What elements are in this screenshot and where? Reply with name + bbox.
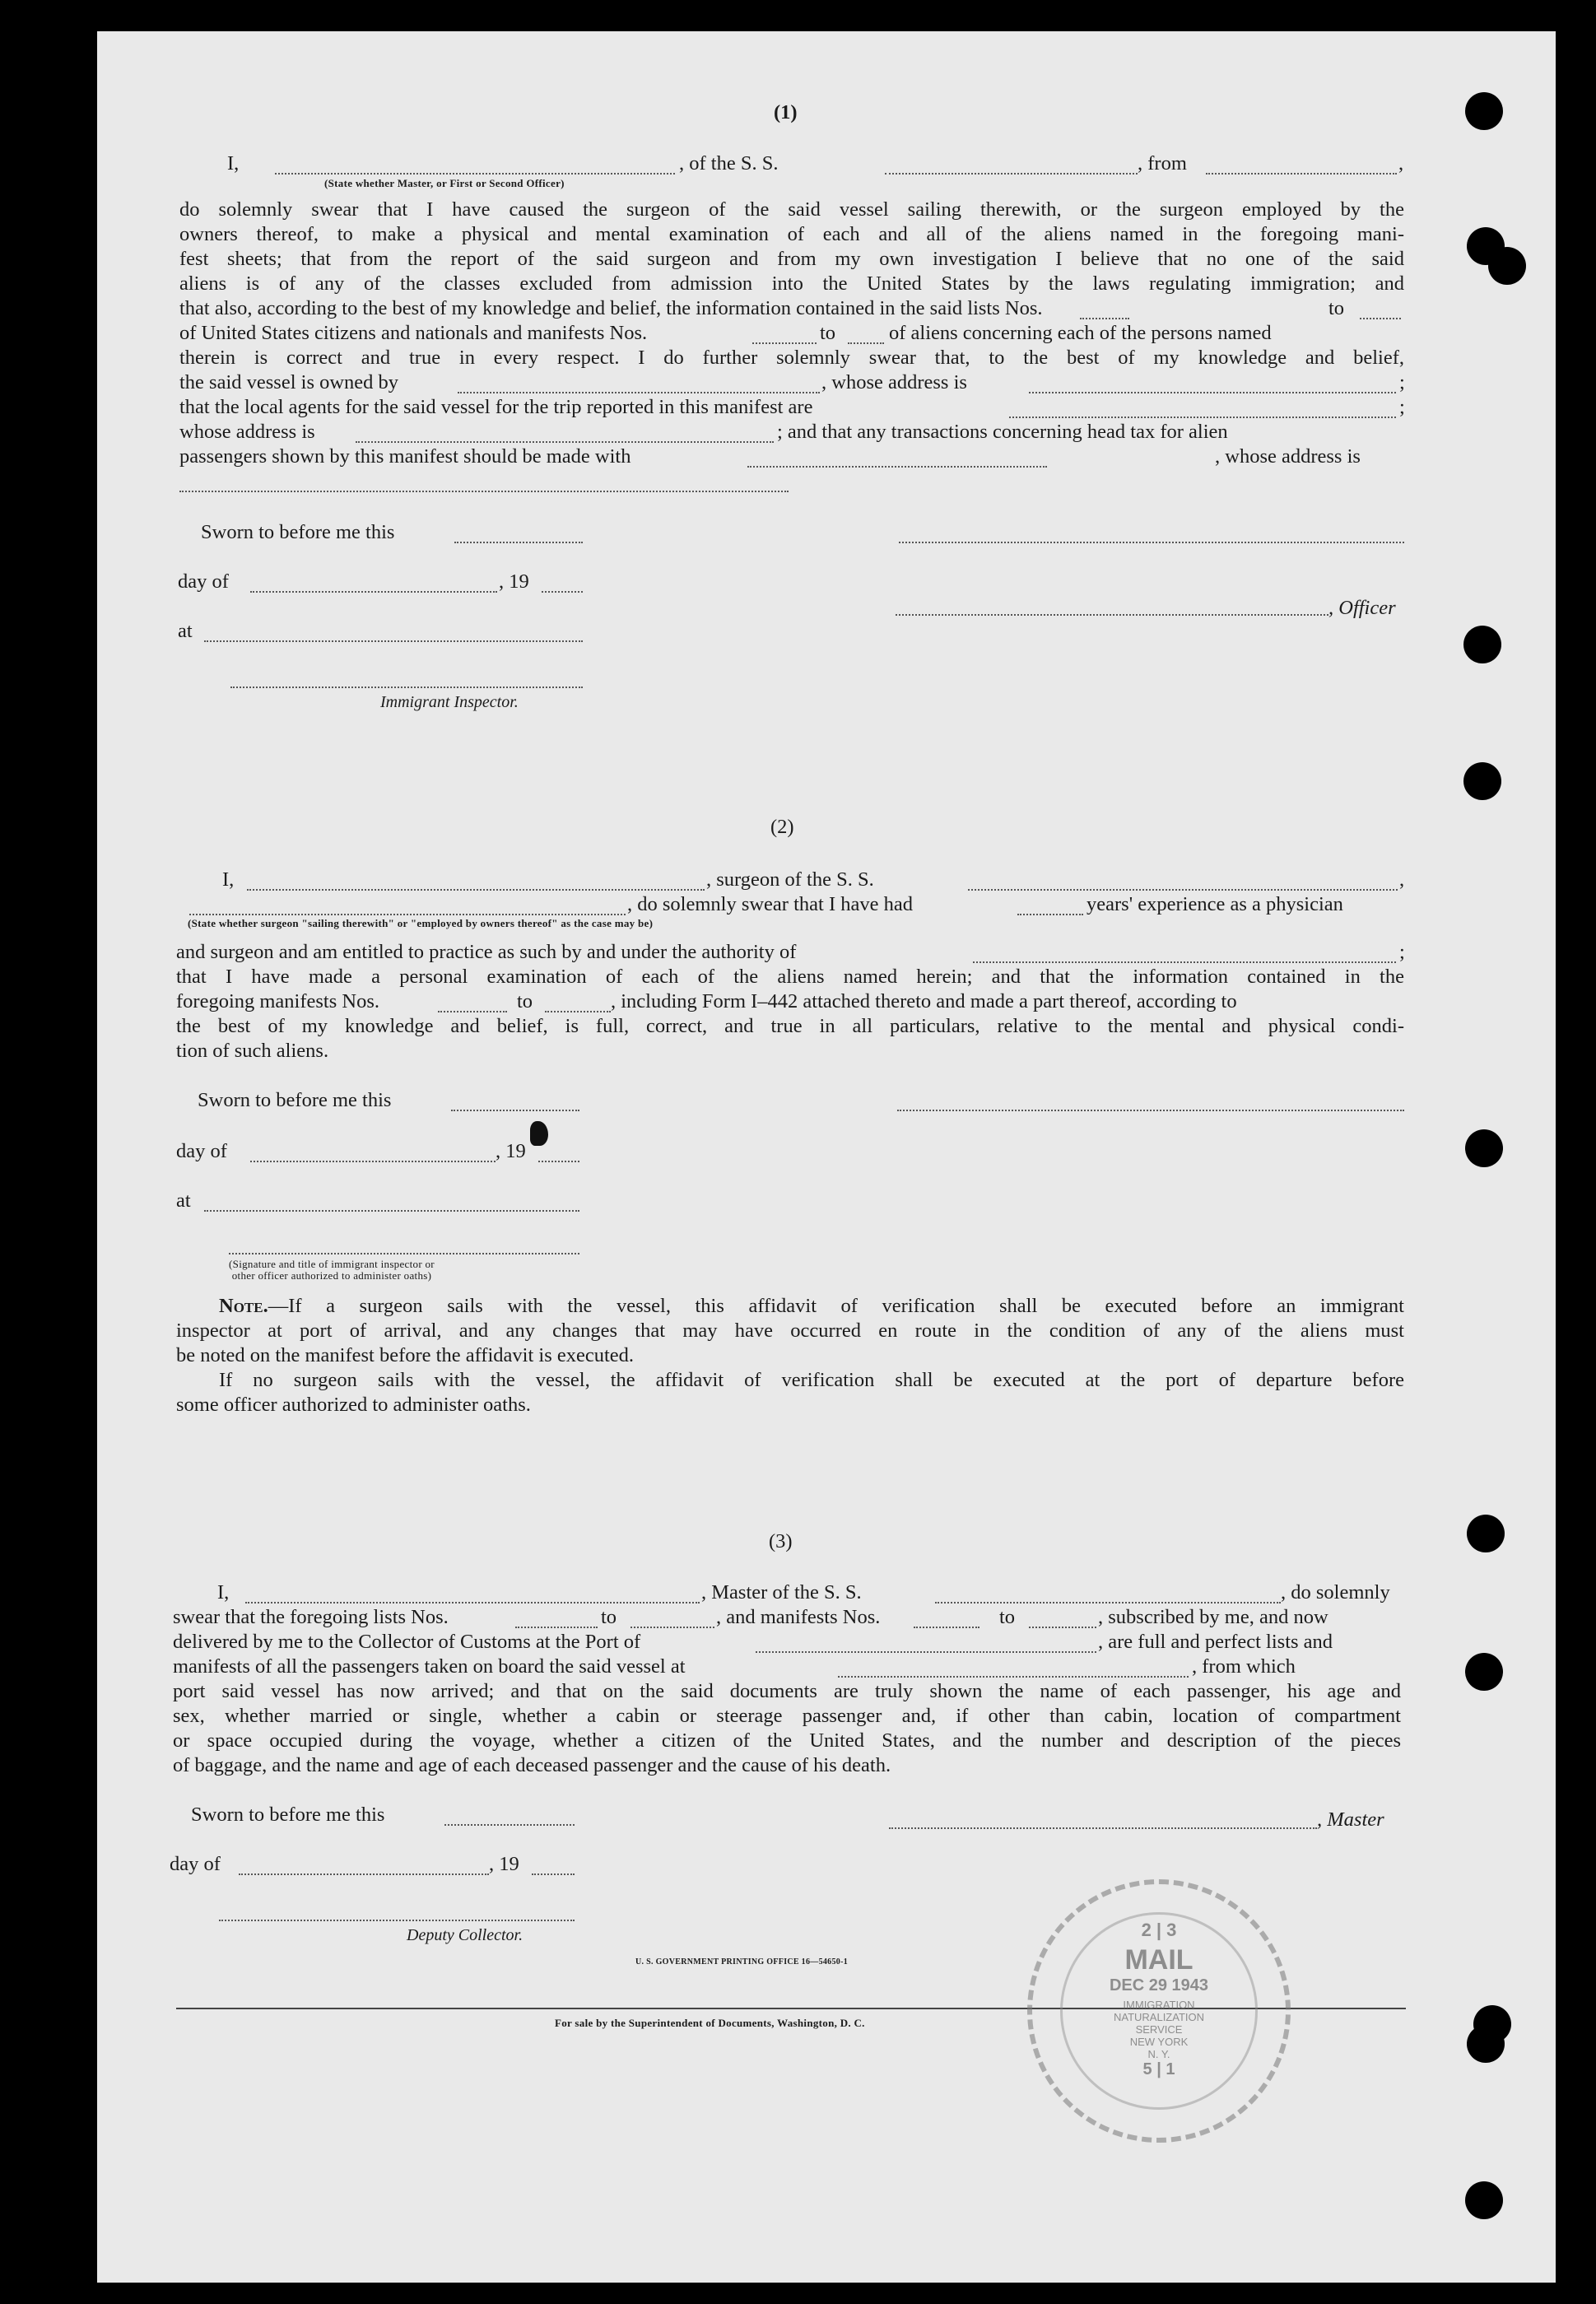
s1-sworn-day-field[interactable] (454, 542, 583, 543)
s3-sworn-day-field[interactable] (444, 1824, 575, 1826)
s3-line-3b: , are full and perfect lists and (1098, 1631, 1333, 1653)
s2-note-line-2: inspector at port of arrival, and any changes that may have occurred en route in the condition of any of the aliens must (176, 1320, 1404, 1342)
s1-line-6c: of aliens concerning each of the persons named (889, 322, 1272, 344)
s3-line-2c: , and manifests Nos. (716, 1606, 881, 1628)
s1-line-7: therein is correct and true in every respect. I do further solemnly swear that, to the best of my knowledge and belief, (179, 347, 1404, 369)
s1-line-9b: ; (1399, 396, 1405, 418)
s1-lists-from-field[interactable] (1080, 318, 1129, 319)
s2-note-line-4: If no surgeon sails with the vessel, the affidavit of verification shall be executed at the port of departure before (219, 1369, 1404, 1391)
stamp-top-digits: 2 | 3 (1141, 1920, 1177, 1940)
s1-manifests-to-field[interactable] (848, 342, 884, 344)
s1-line-6b: to (820, 322, 836, 344)
s2-surgeon-type-field[interactable] (189, 914, 626, 915)
s1-at-field[interactable] (204, 640, 583, 642)
punch-hole (1467, 1515, 1505, 1552)
s3-name-field[interactable] (245, 1602, 700, 1603)
section-2-number: (2) (770, 816, 794, 838)
s3-lead: I, (217, 1581, 230, 1603)
s3-port-field[interactable] (756, 1651, 1096, 1653)
s1-line-8b: , whose address is (821, 371, 967, 393)
s1-day-of: day of (178, 570, 229, 593)
stamp-l3: SERVICE (1135, 2023, 1183, 2036)
s3-master-label: , Master (1317, 1808, 1384, 1831)
stamp-l5: N. Y. (1147, 2048, 1170, 2060)
s2-month-field[interactable] (250, 1161, 496, 1162)
form-page (97, 31, 1556, 2283)
s2-line-6: the best of my knowledge and belief, is full, correct, and true in all particulars, relative to the mental and physical condi- (176, 1015, 1404, 1037)
punch-hole (1465, 1129, 1503, 1167)
section-3-number: (3) (769, 1530, 793, 1552)
s1-line-6a: of United States citizens and nationals and manifests Nos. (179, 322, 648, 344)
s1-line-5b: to (1328, 297, 1345, 319)
s3-month-field[interactable] (239, 1873, 489, 1875)
s1-line-4: aliens is of any of the classes excluded from admission into the United States by the laws regulating immigration; and (179, 272, 1404, 295)
s3-line-2e: , subscribed by me, and now (1098, 1606, 1328, 1628)
s2-day-of: day of (176, 1140, 227, 1162)
s2-manifests-to-field[interactable] (545, 1011, 611, 1012)
s3-master-line[interactable] (889, 1827, 1317, 1829)
s2-sig-caption-2: other officer authorized to administer oaths) (231, 1269, 432, 1282)
s1-line-1: do solemnly swear that I have caused the surgeon of the said vessel sailing therewith, or the surgeon employed by the (179, 198, 1404, 221)
s2-authority-field[interactable] (973, 961, 1396, 963)
s1-comma: , (1398, 152, 1404, 175)
s1-line-11a: passengers shown by this manifest should be made with (179, 445, 631, 468)
s1-line-5a: that also, according to the best of my knowledge and belief, the information contained in the said lists Nos. (179, 297, 1043, 319)
s1-name-field[interactable] (275, 173, 675, 175)
stamp-l4: NEW YORK (1129, 2036, 1189, 2048)
s2-at-field[interactable] (204, 1210, 579, 1212)
s2-sworn-day-field[interactable] (451, 1110, 579, 1111)
punch-hole (1488, 247, 1526, 285)
s2-at: at (176, 1189, 191, 1212)
s2-line-5b: to (517, 990, 533, 1012)
s2-manifests-from-field[interactable] (438, 1011, 507, 1012)
s1-line-3: fest sheets; that from the report of the said surgeon and from my own investigation I believe that no one of the said (179, 248, 1404, 270)
s1-officer-line[interactable] (896, 614, 1328, 616)
s2-inspector-line[interactable] (229, 1253, 579, 1254)
s2-line-3a: and surgeon and am entitled to practice as such by and under the authority of (176, 941, 797, 963)
s3-line-4a: manifests of all the passengers taken on board the said vessel at (173, 1655, 686, 1678)
s1-year-field[interactable] (542, 591, 583, 593)
s3-deputy-label: Deputy Collector. (407, 1926, 523, 1944)
s3-solemnly: , do solemnly (1281, 1581, 1390, 1603)
s3-line-2a: swear that the foregoing lists Nos. (173, 1606, 449, 1628)
s1-at: at (178, 620, 193, 642)
stamp-l2: NATURALIZATION (1113, 2011, 1205, 2023)
s3-sworn: Sworn to before me this (191, 1804, 385, 1826)
s3-day-of: day of (170, 1853, 221, 1875)
s1-officer-caption: (State whether Master, or First or Second Officer) (324, 177, 565, 189)
s2-years-exp: years' experience as a physician (1086, 893, 1343, 915)
punch-hole (1467, 2025, 1505, 2063)
s3-lists-to-field[interactable] (630, 1627, 714, 1628)
s3-master-of: , Master of the S. S. (701, 1581, 862, 1603)
s1-officer-label: , Officer (1328, 597, 1396, 619)
s1-sworn: Sworn to before me this (201, 521, 395, 543)
s2-vessel-field[interactable] (968, 889, 1398, 891)
s2-sig-caption-1: (Signature and title of immigrant inspector or (229, 1258, 435, 1270)
s1-line-9a: that the local agents for the said vessel for the trip reported in this manifest are (179, 396, 813, 418)
s1-line-10a: whose address is (179, 421, 315, 443)
s2-nineteen: , 19 (496, 1140, 526, 1162)
s1-line-8a: the said vessel is owned by (179, 371, 399, 393)
s1-of-ss: , of the S. S. (679, 152, 779, 175)
s2-comma: , (1399, 868, 1405, 891)
stamp-mail: MAIL (1124, 1944, 1194, 1976)
s3-line-8: of baggage, and the name and age of each deceased passenger and the cause of his death. (173, 1754, 891, 1776)
s2-year-field[interactable] (538, 1161, 579, 1162)
s3-line-6: sex, whether married or single, whether a cabin or steerage passenger and, if other than cabin, location of compartment (173, 1705, 1401, 1727)
s2-line-7: tion of such aliens. (176, 1040, 329, 1062)
s1-month-field[interactable] (250, 591, 497, 593)
s3-line-2d: to (999, 1606, 1016, 1628)
s3-lists-from-field[interactable] (515, 1627, 598, 1628)
ink-blot (530, 1121, 548, 1146)
punch-hole (1463, 762, 1501, 800)
s2-surgeon-of: , surgeon of the S. S. (706, 868, 874, 891)
s2-line-5c: , including Form I–442 attached thereto and made a part thereof, according to (611, 990, 1237, 1012)
s1-line-10b: ; and that any transactions concerning head tax for alien (777, 421, 1228, 443)
stamp-l1: IMMIGRATION (1123, 1999, 1195, 2011)
section-1-number: (1) (774, 101, 798, 123)
punch-hole (1465, 2181, 1503, 2219)
s3-line-7: or space occupied during the voyage, whether a citizen of the United States, and the number and description of the pieces (173, 1729, 1401, 1752)
s1-agents-address-field[interactable] (356, 441, 774, 443)
s1-lead: I, (227, 152, 240, 175)
s2-surgeon-caption: (State whether surgeon "sailing therewith" or "employed by owners thereof" as the case may be) (188, 917, 654, 929)
s2-line-3b: ; (1399, 941, 1405, 963)
s2-line-5a: foregoing manifests Nos. (176, 990, 379, 1012)
s1-from-field[interactable] (1206, 173, 1397, 175)
punch-hole (1465, 92, 1503, 130)
printing-office: U. S. GOVERNMENT PRINTING OFFICE 16—54650-1 (635, 1957, 849, 1967)
s1-inspector-label: Immigrant Inspector. (380, 693, 519, 711)
s3-line-4b: , from which (1192, 1655, 1296, 1678)
sale-notice: For sale by the Superintendent of Documents, Washington, D. C. (555, 2017, 865, 2029)
s1-headtax-field[interactable] (747, 466, 1047, 468)
note-label: Note. (219, 1295, 268, 1317)
s1-nineteen: , 19 (499, 570, 529, 593)
s1-owner-address-field[interactable] (1029, 392, 1396, 393)
s2-signature-line[interactable] (897, 1110, 1404, 1111)
s2-note-line-5: some officer authorized to administer oaths. (176, 1394, 531, 1416)
s3-nineteen: , 19 (489, 1853, 519, 1875)
s1-line-11b: , whose address is (1215, 445, 1361, 468)
s2-note-line-3: be noted on the manifest before the affidavit is executed. (176, 1344, 635, 1366)
s3-line-5: port said vessel has now arrived; and that on the said documents are truly shown the name of each passenger, his age and (173, 1680, 1401, 1702)
s1-signature-line[interactable] (899, 542, 1404, 543)
mail-stamp-inner (1060, 1912, 1258, 2110)
s2-note-line-1 (219, 1294, 1404, 1319)
s2-lead: I, (222, 868, 235, 891)
s1-line-2: owners thereof, to make a physical and mental examination of each and all of the aliens named in the foregoing mani- (179, 223, 1404, 245)
s3-line-3a: delivered by me to the Collector of Customs at the Port of (173, 1631, 641, 1653)
s1-manifests-from-field[interactable] (752, 342, 817, 344)
s1-vessel-field[interactable] (885, 173, 1138, 175)
s3-manifests-from-field[interactable] (914, 1627, 979, 1628)
punch-hole (1463, 626, 1501, 663)
stamp-date: DEC 29 1943 (1109, 1976, 1209, 1994)
punch-hole (1465, 1653, 1503, 1691)
s2-years-field[interactable] (1017, 914, 1083, 915)
s1-agents-field[interactable] (1009, 417, 1396, 418)
s1-owner-field[interactable] (458, 392, 820, 393)
s1-inspector-line[interactable] (230, 687, 583, 688)
s1-from: , from (1138, 152, 1187, 175)
s2-sworn: Sworn to before me this (198, 1089, 392, 1111)
stamp-bottom-digits: 5 | 1 (1142, 2060, 1175, 2078)
s3-manifests-to-field[interactable] (1029, 1627, 1096, 1628)
s1-lists-to-field[interactable] (1360, 318, 1401, 319)
s3-boarded-at-field[interactable] (838, 1676, 1189, 1678)
s3-vessel-field[interactable] (935, 1602, 1281, 1603)
s2-name-field[interactable] (247, 889, 705, 891)
note-text-1: —If a surgeon sails with the vessel, this affidavit of verification shall be executed before an immigrant (268, 1295, 1404, 1317)
s2-line-4: that I have made a personal examination of each of the aliens named herein; and that the information contained in the (176, 966, 1404, 988)
s3-year-field[interactable] (532, 1873, 575, 1875)
mail-stamp (1027, 1879, 1291, 2143)
s1-headtax-address-field[interactable] (179, 491, 789, 492)
s1-line-8c: ; (1399, 371, 1405, 393)
s3-line-2b: to (601, 1606, 617, 1628)
s3-deputy-line[interactable] (219, 1920, 575, 1921)
s2-swear-had: , do solemnly swear that I have had (627, 893, 913, 915)
